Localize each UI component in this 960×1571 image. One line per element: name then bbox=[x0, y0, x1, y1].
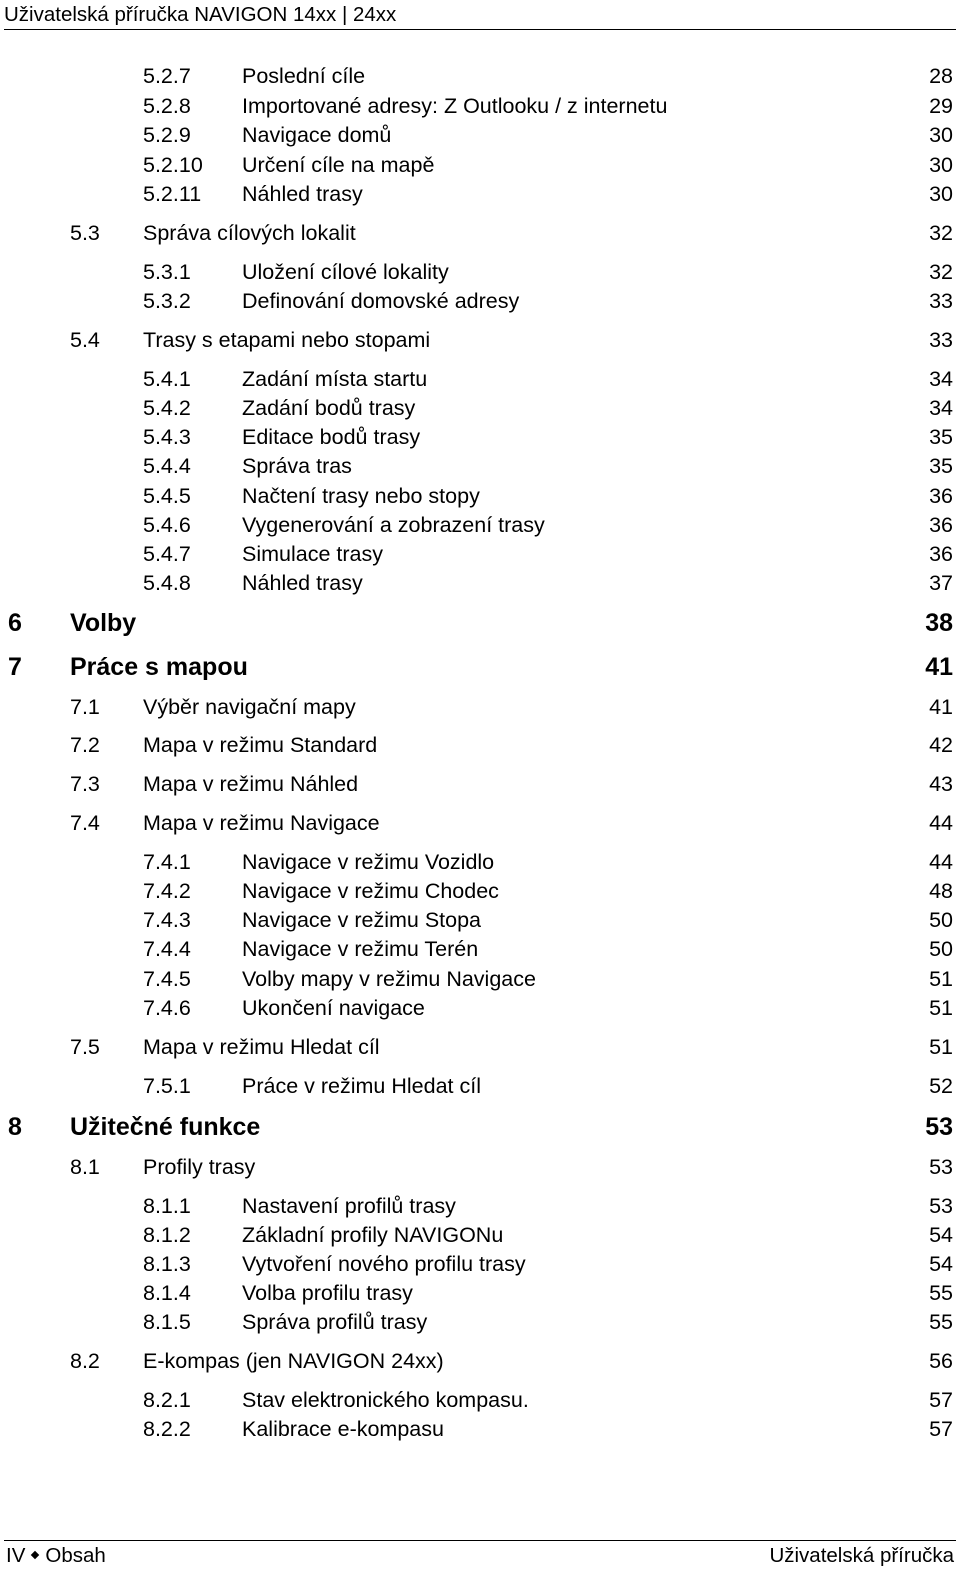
toc-entry[interactable] bbox=[143, 92, 953, 122]
toc-entry[interactable] bbox=[143, 121, 953, 151]
toc-entry[interactable] bbox=[143, 482, 953, 512]
toc-entry-number: 7.4.4 bbox=[143, 937, 191, 961]
toc-entry-title-wrap bbox=[242, 180, 923, 208]
footer-left bbox=[6, 1542, 106, 1570]
toc-entry-number: 5.3.2 bbox=[143, 289, 191, 313]
toc-entry-title-wrap bbox=[70, 1112, 919, 1142]
toc-entry-title: Mapa v režimu Navigace bbox=[143, 811, 380, 835]
toc-entry-page: 33 bbox=[929, 328, 953, 352]
toc-entry-title-wrap bbox=[242, 287, 923, 315]
toc-entry-number: 7.5 bbox=[70, 1035, 100, 1059]
toc-entry-number: 5.4.4 bbox=[143, 454, 191, 478]
toc-entry-title-wrap bbox=[242, 482, 923, 510]
toc-entry-number: 7.4.3 bbox=[143, 908, 191, 932]
toc-entry-number: 8.2 bbox=[70, 1349, 100, 1373]
toc-entry-number: 8.1 bbox=[70, 1155, 100, 1179]
toc-entry-title-wrap bbox=[242, 877, 923, 905]
toc-entry-title: Simulace trasy bbox=[242, 542, 383, 566]
toc-entry-title: E-kompas (jen NAVIGON 24xx) bbox=[143, 1349, 444, 1373]
toc-entry-title-wrap bbox=[242, 423, 923, 451]
toc-entry-title: Navigace v režimu Vozidlo bbox=[242, 850, 495, 874]
toc-entry-title-wrap bbox=[143, 731, 923, 759]
toc-entry-page: 34 bbox=[929, 367, 953, 391]
toc-entry-title: Práce v režimu Hledat cíl bbox=[242, 1074, 481, 1098]
toc-entry[interactable] bbox=[143, 1192, 953, 1222]
toc-entry[interactable] bbox=[8, 1112, 953, 1142]
toc-entry-number: 8.1.1 bbox=[143, 1194, 191, 1218]
toc-entry[interactable] bbox=[8, 608, 953, 638]
toc-entry[interactable] bbox=[143, 511, 953, 541]
toc-entry-title-wrap bbox=[70, 652, 919, 682]
toc-entry-page: 44 bbox=[929, 811, 953, 835]
toc-entry[interactable] bbox=[70, 1347, 953, 1377]
toc-entry-number: 8.1.3 bbox=[143, 1252, 191, 1276]
toc-entry-page: 53 bbox=[929, 1194, 953, 1218]
toc-entry-number: 5.2.9 bbox=[143, 123, 191, 147]
toc-entry[interactable] bbox=[143, 365, 953, 395]
toc-entry-number: 5.2.11 bbox=[143, 182, 202, 206]
toc-entry-title-wrap bbox=[143, 1153, 923, 1181]
toc-entry-number: 5.4.7 bbox=[143, 542, 191, 566]
toc-entry-number: 5.4 bbox=[70, 328, 100, 352]
toc-entry-title: Volba profilu trasy bbox=[242, 1281, 413, 1305]
toc-entry-title: Mapa v režimu Hledat cíl bbox=[143, 1035, 380, 1059]
toc-entry-title: Náhled trasy bbox=[242, 182, 363, 206]
toc-entry-title-wrap bbox=[143, 1033, 923, 1061]
toc-entry-title: Náhled trasy bbox=[242, 571, 363, 595]
toc-entry-number: 5.2.8 bbox=[143, 94, 191, 118]
toc-entry-title: Správa tras bbox=[242, 454, 352, 478]
toc-entry-title: Importované adresy: Z Outlooku / z internetu bbox=[242, 94, 668, 118]
toc-entry[interactable] bbox=[143, 965, 953, 995]
toc-entry-number: 5.4.5 bbox=[143, 484, 191, 508]
toc-entry[interactable] bbox=[143, 423, 953, 453]
toc-entry-page: 56 bbox=[929, 1349, 953, 1373]
toc-entry-number: 8.2.1 bbox=[143, 1388, 191, 1412]
toc-entry-title: Profily trasy bbox=[143, 1155, 256, 1179]
toc-entry-number: 5.4.2 bbox=[143, 396, 191, 420]
toc-entry[interactable] bbox=[143, 935, 953, 965]
toc-entry[interactable] bbox=[143, 569, 953, 599]
toc-entry[interactable] bbox=[143, 180, 953, 210]
toc-entry-page: 50 bbox=[929, 937, 953, 961]
toc-entry-title-wrap bbox=[143, 219, 923, 247]
toc-entry-title-wrap bbox=[242, 62, 923, 90]
toc-entry-title-wrap bbox=[242, 365, 923, 393]
toc-entry-number: 8.1.4 bbox=[143, 1281, 191, 1305]
toc-entry-title-wrap bbox=[242, 511, 923, 539]
toc-entry-title: Navigace v režimu Chodec bbox=[242, 879, 499, 903]
toc-entry-title: Výběr navigační mapy bbox=[143, 695, 356, 719]
toc-entry-title: Definování domovské adresy bbox=[242, 289, 520, 313]
toc-entry-page: 43 bbox=[929, 772, 953, 796]
toc-entry-page: 52 bbox=[929, 1074, 953, 1098]
toc-entry[interactable] bbox=[143, 540, 953, 570]
toc-entry-title: Práce s mapou bbox=[70, 653, 248, 681]
toc-entry-page: 35 bbox=[929, 425, 953, 449]
toc-entry[interactable] bbox=[143, 287, 953, 317]
toc-entry[interactable] bbox=[70, 326, 953, 356]
toc-entry-page: 36 bbox=[929, 484, 953, 508]
toc-entry-page: 38 bbox=[925, 609, 953, 637]
toc-entry-page: 42 bbox=[929, 733, 953, 757]
toc-entry-page: 28 bbox=[929, 64, 953, 88]
toc-entry-number: 5.3 bbox=[70, 221, 100, 245]
toc-entry-page: 32 bbox=[929, 260, 953, 284]
toc-entry-page: 54 bbox=[929, 1223, 953, 1247]
toc-entry-title-wrap bbox=[242, 1221, 923, 1249]
toc-entry-title: Základní profily NAVIGONu bbox=[242, 1223, 504, 1247]
toc-entry-page: 33 bbox=[929, 289, 953, 313]
footer-right-title: Uživatelská příručka bbox=[769, 1544, 954, 1567]
toc-entry-title: Kalibrace e-kompasu bbox=[242, 1417, 444, 1441]
toc-entry[interactable] bbox=[70, 219, 953, 249]
toc-entry-title: Mapa v režimu Náhled bbox=[143, 772, 359, 796]
toc-entry-page: 32 bbox=[929, 221, 953, 245]
toc-entry-page: 36 bbox=[929, 542, 953, 566]
toc-entry-title-wrap bbox=[70, 608, 919, 638]
toc-entry-title-wrap bbox=[143, 1347, 923, 1375]
toc-entry-page: 44 bbox=[929, 850, 953, 874]
toc-entry-title-wrap bbox=[242, 394, 923, 422]
toc-entry-title-wrap bbox=[242, 452, 923, 480]
toc-entry-page: 34 bbox=[929, 396, 953, 420]
toc-entry-title-wrap bbox=[242, 1415, 923, 1443]
toc-entry-page: 29 bbox=[929, 94, 953, 118]
toc-entry[interactable] bbox=[143, 994, 953, 1024]
toc-entry-number: 7.1 bbox=[70, 695, 100, 719]
toc-entry-number: 5.2.7 bbox=[143, 64, 191, 88]
toc-entry[interactable] bbox=[143, 848, 953, 878]
toc-entry[interactable] bbox=[143, 1279, 953, 1309]
toc-entry-title: Vygenerování a zobrazení trasy bbox=[242, 513, 545, 537]
toc-entry-number: 7.4.6 bbox=[143, 996, 191, 1020]
toc-entry-page: 53 bbox=[925, 1113, 953, 1141]
toc-entry-title: Nastavení profilů trasy bbox=[242, 1194, 456, 1218]
toc-entry-title-wrap bbox=[242, 121, 923, 149]
toc-entry-title-wrap bbox=[242, 1192, 923, 1220]
toc-entry-page: 53 bbox=[929, 1155, 953, 1179]
toc-entry-title-wrap bbox=[242, 1308, 923, 1336]
toc-entry-page: 54 bbox=[929, 1252, 953, 1276]
toc-entry-title: Užitečné funkce bbox=[70, 1113, 261, 1141]
toc-entry-number: 7 bbox=[8, 653, 22, 681]
toc-entry-title: Načtení trasy nebo stopy bbox=[242, 484, 480, 508]
toc-entry-title: Volby bbox=[70, 609, 137, 637]
toc-entry-title-wrap bbox=[242, 1386, 923, 1414]
toc-entry-title-wrap bbox=[143, 770, 923, 798]
toc-entry-title: Poslední cíle bbox=[242, 64, 366, 88]
toc-entry[interactable] bbox=[143, 258, 953, 288]
toc-entry-number: 5.4.8 bbox=[143, 571, 191, 595]
toc-entry-page: 55 bbox=[929, 1281, 953, 1305]
toc-entry-number: 8.1.5 bbox=[143, 1310, 191, 1334]
toc-entry-title: Trasy s etapami nebo stopami bbox=[143, 328, 431, 352]
toc-entry-title-wrap bbox=[242, 540, 923, 568]
toc-entry[interactable] bbox=[143, 1415, 953, 1445]
toc-entry[interactable] bbox=[70, 809, 953, 839]
header-title: Uživatelská příručka NAVIGON 14xx | 24xx bbox=[4, 3, 397, 26]
toc-entry-title-wrap bbox=[242, 848, 923, 876]
toc-entry[interactable] bbox=[70, 693, 953, 723]
toc-entry-number: 7.4.2 bbox=[143, 879, 191, 903]
toc-entry-title: Editace bodů trasy bbox=[242, 425, 421, 449]
toc-entry-number: 7.2 bbox=[70, 733, 100, 757]
toc-entry-number: 5.3.1 bbox=[143, 260, 191, 284]
toc-entry-page: 51 bbox=[929, 996, 953, 1020]
toc-entry-page: 51 bbox=[929, 967, 953, 991]
toc-entry-title: Navigace domů bbox=[242, 123, 392, 147]
toc-entry-title: Vytvoření nového profilu trasy bbox=[242, 1252, 526, 1276]
toc-entry-number: 8.1.2 bbox=[143, 1223, 191, 1247]
toc-entry-title-wrap bbox=[242, 965, 923, 993]
toc-entry-page: 30 bbox=[929, 182, 953, 206]
toc-entry-page: 30 bbox=[929, 123, 953, 147]
footer-section: Obsah bbox=[45, 1544, 106, 1567]
toc-entry-page: 35 bbox=[929, 454, 953, 478]
toc-entry[interactable] bbox=[143, 1308, 953, 1338]
toc-entry-title-wrap bbox=[242, 151, 923, 179]
toc-entry-page: 41 bbox=[929, 695, 953, 719]
toc-entry-page: 36 bbox=[929, 513, 953, 537]
toc-entry-page: 50 bbox=[929, 908, 953, 932]
toc-entry-number: 5.2.10 bbox=[143, 153, 203, 177]
toc-entry[interactable] bbox=[70, 731, 953, 761]
toc-entry-title: Uložení cílové lokality bbox=[242, 260, 449, 284]
toc-entry-number: 7.4 bbox=[70, 811, 100, 835]
toc-entry-number: 6 bbox=[8, 609, 22, 637]
toc-entry-title: Určení cíle na mapě bbox=[242, 153, 435, 177]
toc-entry-page: 30 bbox=[929, 153, 953, 177]
toc-entry-title: Správa profilů trasy bbox=[242, 1310, 428, 1334]
toc-entry-page: 41 bbox=[925, 653, 953, 681]
toc-entry-title: Volby mapy v režimu Navigace bbox=[242, 967, 536, 991]
toc-entry-title-wrap bbox=[242, 258, 923, 286]
toc-entry[interactable] bbox=[70, 1153, 953, 1183]
toc-entry-page: 55 bbox=[929, 1310, 953, 1334]
toc-entry-page: 57 bbox=[929, 1388, 953, 1412]
toc-entry-title: Navigace v režimu Stopa bbox=[242, 908, 481, 932]
toc-entry-number: 7.4.1 bbox=[143, 850, 191, 874]
toc-entry[interactable] bbox=[8, 652, 953, 682]
toc-entry-number: 5.4.6 bbox=[143, 513, 191, 537]
toc-entry-number: 8 bbox=[8, 1113, 22, 1141]
toc-entry-title: Zadání bodů trasy bbox=[242, 396, 416, 420]
toc-entry-title-wrap bbox=[242, 1279, 923, 1307]
toc-entry[interactable] bbox=[143, 452, 953, 482]
toc-entry-page: 51 bbox=[929, 1035, 953, 1059]
toc-entry[interactable] bbox=[70, 770, 953, 800]
toc-entry-title: Navigace v režimu Terén bbox=[242, 937, 479, 961]
toc-entry-title-wrap bbox=[242, 569, 923, 597]
toc-entry-title-wrap bbox=[242, 994, 923, 1022]
toc-entry-title-wrap bbox=[242, 1250, 923, 1278]
diamond-icon bbox=[31, 1551, 39, 1559]
toc-entry-number: 8.2.2 bbox=[143, 1417, 191, 1441]
toc-entry-title: Stav elektronického kompasu. bbox=[242, 1388, 529, 1412]
toc-entry[interactable] bbox=[143, 62, 953, 92]
toc-entry-number: 5.4.3 bbox=[143, 425, 191, 449]
toc-entry[interactable] bbox=[143, 394, 953, 424]
toc-entry-number: 5.4.1 bbox=[143, 367, 191, 391]
toc-entry-title-wrap bbox=[242, 906, 923, 934]
toc-entry[interactable] bbox=[143, 906, 953, 936]
toc-entry-number: 7.4.5 bbox=[143, 967, 191, 991]
toc-entry[interactable] bbox=[143, 877, 953, 907]
toc-entry-title: Mapa v režimu Standard bbox=[143, 733, 378, 757]
footer-page-number: IV bbox=[6, 1544, 26, 1567]
toc-entry-title-wrap bbox=[242, 1072, 923, 1100]
toc-entry-title-wrap bbox=[242, 935, 923, 963]
toc-entry-number: 7.3 bbox=[70, 772, 100, 796]
toc-entry[interactable] bbox=[143, 1250, 953, 1280]
toc-entry-title-wrap bbox=[242, 92, 923, 120]
toc-entry-number: 7.5.1 bbox=[143, 1074, 191, 1098]
toc-entry-title: Správa cílových lokalit bbox=[143, 221, 356, 245]
toc-entry[interactable] bbox=[143, 1386, 953, 1416]
toc-entry-page: 48 bbox=[929, 879, 953, 903]
toc-entry-title: Zadání místa startu bbox=[242, 367, 428, 391]
toc-entry-title: Ukončení navigace bbox=[242, 996, 425, 1020]
toc-entry-title-wrap bbox=[143, 809, 923, 837]
toc-entry-title-wrap bbox=[143, 693, 923, 721]
toc-entry[interactable] bbox=[143, 151, 953, 181]
toc-entry-page: 57 bbox=[929, 1417, 953, 1441]
page-footer bbox=[4, 1540, 956, 1571]
toc-entry-title-wrap bbox=[143, 326, 923, 354]
toc-entry[interactable] bbox=[143, 1221, 953, 1251]
toc-entry-page: 37 bbox=[929, 571, 953, 595]
toc-entry[interactable] bbox=[143, 1072, 953, 1102]
toc-entry[interactable] bbox=[70, 1033, 953, 1063]
